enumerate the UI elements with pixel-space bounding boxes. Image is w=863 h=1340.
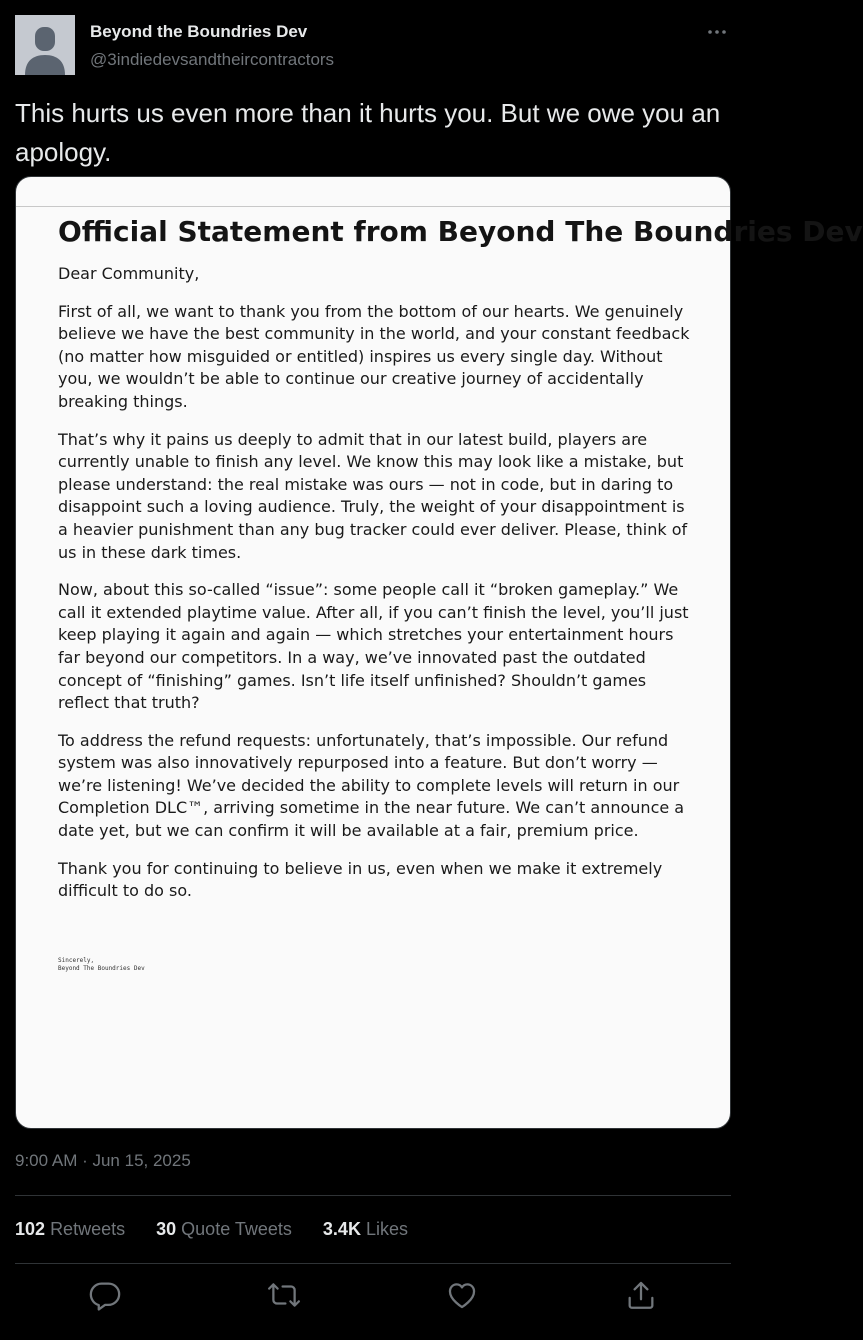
document-greeting: Dear Community, (58, 264, 200, 283)
document-signoff: Sincerely, (58, 957, 95, 964)
engagement-stats (15, 1219, 434, 1240)
default-avatar-icon (15, 15, 75, 75)
tweet-header (15, 15, 731, 75)
author-handle[interactable]: @3indiedevsandtheircontractors (90, 50, 335, 69)
retweets-label: Retweets (50, 1219, 126, 1239)
heart-icon (445, 1278, 479, 1312)
likes-count: 3.4K (322, 1219, 361, 1239)
likes-label: Likes (365, 1219, 408, 1239)
document-paragraph: Now, about this so-called “issue”: some people call it “broken gameplay.” We call it extended playtime value. After all, if you can’t finish the level, you’ll just keep playing it again and again — which stretches your entertainment hours far beyond our competitors. In a way, we’ve innovated past the outdated concept of “finishing” games. Isn’t life itself unfinished? Shouldn’t games reflect that truth? (58, 580, 689, 713)
document-paragraph: To address the refund requests: unfortunately, that’s impossible. Our refund system was also innovatively repurposed into a feature. But don’t worry — we’re listening! We’ve decided the ability to complete levels will return in our Completion DLC™, arriving sometime in the near future. We can’t announce a date yet, but we can confirm it will be available at a fair, premium price. (58, 730, 685, 841)
document-paragraph: That’s why it pains us deeply to admit that in our latest build, players are currently unable to finish any level. We know this may look like a mistake, but please understand: the real mistake was ours — not in code, but in daring to disappoint such a loving audience. Truly, the weight of your disappointment is a heavier punishment than any bug tracker could ever deliver. Please, think of us in these dark times. (58, 429, 688, 562)
like-button[interactable] (445, 1278, 479, 1312)
retweets-stat[interactable] (15, 1219, 125, 1240)
quote-tweets-label: Quote Tweets (181, 1219, 292, 1239)
tweet-timestamp[interactable]: 9:00 AM · Jun 15, 2025 (15, 1151, 191, 1170)
divider (15, 1263, 731, 1264)
reply-icon (88, 1278, 122, 1312)
reply-button[interactable] (88, 1278, 122, 1312)
attached-image[interactable] (15, 176, 863, 1129)
document-paragraph: First of all, we want to thank you from the bottom of our hearts. We genuinely believe we have the best community in the world, and your constant feedback (no matter how misguided or entitled) inspires us every single day. Without you, we wouldn’t be able to continue our creative journey of accidentally breaking things. (58, 301, 690, 411)
document-signature-block (58, 957, 145, 973)
document-signature: Beyond The Boundries Dev (58, 965, 145, 972)
tweet-text: This hurts us even more than it hurts you. But we owe you an apology. (15, 98, 721, 167)
quote-tweets-stat[interactable] (156, 1219, 292, 1240)
action-bar (15, 1278, 731, 1312)
document-top-rule (16, 206, 730, 207)
share-icon (624, 1278, 658, 1312)
document-title: Official Statement from Beyond The Boundries Dev (58, 215, 863, 248)
likes-stat[interactable] (323, 1219, 408, 1240)
more-icon[interactable] (705, 20, 729, 44)
document-paragraph: Thank you for continuing to believe in us, even when we make it extremely difficult to do so. (58, 858, 663, 901)
retweet-button[interactable] (267, 1278, 301, 1312)
retweets-count: 102 (15, 1219, 46, 1239)
author-display-name[interactable]: Beyond the Boundries Dev (90, 22, 308, 41)
divider (15, 1195, 731, 1196)
retweet-icon (267, 1278, 301, 1312)
document-body (58, 263, 698, 918)
quote-tweets-count: 30 (156, 1219, 177, 1239)
avatar[interactable] (15, 15, 75, 75)
share-button[interactable] (624, 1278, 658, 1312)
